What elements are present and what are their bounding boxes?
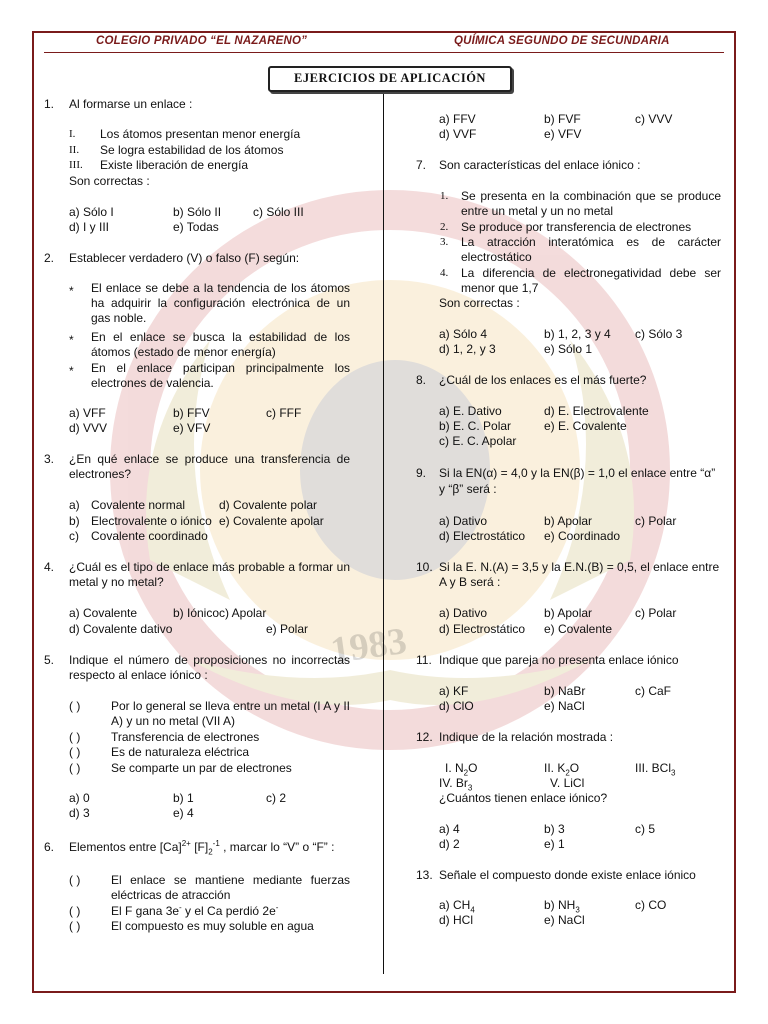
- option: e) NaCl: [544, 699, 585, 713]
- q5-item: Se comparte un par de electrones: [111, 761, 292, 775]
- q7-tail: Son correctas :: [439, 296, 520, 310]
- option: d) I y III: [69, 220, 110, 234]
- option: c) 2: [266, 791, 287, 805]
- q4-stem: ¿Cuál es el tipo de enlace más probable a formar un metal y no metal?: [69, 560, 350, 589]
- q10-number: 10.: [416, 560, 433, 574]
- q2-item: El enlace se debe a la tendencia de los átomos ha adquirir la configuración electrónica de un gas noble.: [91, 281, 350, 325]
- q10-stem: A y B será :: [439, 575, 501, 589]
- q12-number: 12.: [416, 730, 433, 744]
- option: b) 1: [173, 791, 194, 805]
- option-mark: c): [69, 529, 79, 543]
- option: b) FVF: [544, 112, 581, 126]
- q2-stem: Establecer verdadero (V) o falso (F) según:: [69, 251, 300, 265]
- q11-stem: Indique que pareja no presenta enlace iónico: [439, 653, 679, 667]
- option: c) FFF: [266, 406, 302, 420]
- option: d) Electrostático: [439, 529, 526, 543]
- q4-number: 4.: [44, 560, 55, 574]
- answer-blank[interactable]: ( ): [69, 873, 81, 887]
- option: b) FFV: [173, 406, 210, 420]
- option: d) Covalente dativo: [69, 622, 173, 636]
- option: a) Sólo I: [69, 205, 114, 219]
- option: e) 4: [173, 806, 194, 820]
- option: e) NaCl: [544, 913, 585, 927]
- q1-item: Se logra estabilidad de los átomos: [100, 143, 284, 157]
- option: b) Apolar: [544, 606, 593, 620]
- q9-stem: Si la EN(α) = 4,0 y la EN(β) = 1,0 el enlace entre “α”: [439, 466, 716, 480]
- q1-item-mark: II.: [69, 144, 80, 156]
- answer-blank[interactable]: ( ): [69, 745, 81, 759]
- q2-item: En el enlace participan principalmente los electrones de valencia.: [91, 361, 350, 390]
- option: b) 3: [544, 822, 565, 836]
- q7-item: La diferencia de electronegatividad debe ser menor que 1,7: [461, 266, 721, 295]
- q6-item: El compuesto es muy soluble en agua: [111, 919, 314, 933]
- option: c) Sólo 3: [635, 327, 683, 341]
- bullet-icon: *: [69, 364, 74, 378]
- q5-item: Por lo general se lleva entre un metal (I A y II A) y un no metal (VII A): [111, 699, 350, 728]
- q5-item: Transferencia de electrones: [111, 730, 260, 744]
- option: a) KF: [439, 684, 469, 698]
- q3-number: 3.: [44, 452, 55, 466]
- option: c) VVV: [635, 112, 673, 126]
- option: d) Electrostático: [439, 622, 526, 636]
- answer-blank[interactable]: ( ): [69, 904, 81, 918]
- option: c) Sólo III: [253, 205, 304, 219]
- option: e) Covalente apolar: [219, 514, 324, 528]
- option: b) NaBr: [544, 684, 586, 698]
- option: a) Dativo: [439, 606, 488, 620]
- option: d) 2: [439, 837, 460, 851]
- option: c) Polar: [635, 606, 677, 620]
- option: Covalente normal: [91, 498, 186, 512]
- q2-number: 2.: [44, 251, 55, 265]
- answer-blank[interactable]: ( ): [69, 761, 81, 775]
- q1-number: 1.: [44, 97, 55, 111]
- bullet-icon: *: [69, 333, 74, 347]
- q13-stem: Señale el compuesto donde existe enlace iónico: [439, 868, 696, 882]
- option: b) E. C. Polar: [439, 419, 512, 433]
- q5-stem: Indique el número de proposiciones no incorrectas respecto al enlace iónico :: [69, 653, 350, 682]
- q5-number: 5.: [44, 653, 55, 667]
- column-divider: [383, 94, 384, 974]
- option: a) Covalente: [69, 606, 138, 620]
- option: d) VVV: [69, 421, 108, 435]
- q12-compound: III. BCl$_3$: [635, 761, 676, 778]
- option: c) Polar: [635, 514, 677, 528]
- q7-item-mark: 2.: [440, 221, 449, 233]
- option: c) Apolar: [219, 606, 267, 620]
- school-name: COLEGIO PRIVADO “EL NAZARENO”: [96, 35, 308, 47]
- option: a) FFV: [439, 112, 476, 126]
- option: Electrovalente o iónico: [91, 514, 212, 528]
- q12-stem: Indique de la relación mostrada :: [439, 730, 614, 744]
- option: a) Sólo 4: [439, 327, 488, 341]
- option: e) E. Covalente: [544, 419, 627, 433]
- q1-stem: Al formarse un enlace :: [69, 97, 193, 111]
- q7-item: Se presenta en la combinación que se produce entre un metal y un no metal: [461, 189, 721, 218]
- option: c) E. C. Apolar: [439, 434, 517, 448]
- option: e) Coordinado: [544, 529, 621, 543]
- q1-item: Los átomos presentan menor energía: [100, 127, 301, 141]
- option: b) 1, 2, 3 y 4: [544, 327, 611, 341]
- option-mark: a): [69, 498, 80, 512]
- q7-item: La atracción interatómica es de carácter electrostático: [461, 235, 721, 264]
- q12-compound: V. LiCl: [550, 776, 585, 790]
- option: d) ClO: [439, 699, 474, 713]
- q7-item-mark: 1.: [440, 190, 449, 202]
- option: e) VFV: [544, 127, 582, 141]
- q13-number: 13.: [416, 868, 433, 882]
- q2-item: En el enlace se busca la estabilidad de los átomos (estado de menor energía): [91, 330, 350, 359]
- option: d) Covalente polar: [219, 498, 318, 512]
- option: Covalente coordinado: [91, 529, 208, 543]
- option: a) 4: [439, 822, 460, 836]
- q9-number: 9.: [416, 466, 427, 480]
- option-mark: b): [69, 514, 80, 528]
- option: c) 5: [635, 822, 656, 836]
- q12-compound: II. $K_2O$: [544, 761, 580, 778]
- option: d) 3: [69, 806, 90, 820]
- q12-compound: IV. $Br_3$: [439, 776, 473, 793]
- course-name: QUÍMICA SEGUNDO DE SECUNDARIA: [454, 35, 670, 47]
- q12-compound: I. $N_2O$: [445, 761, 478, 778]
- bullet-icon: *: [69, 284, 74, 298]
- q6-number: 6.: [44, 840, 55, 854]
- q1-item-mark: III.: [69, 159, 83, 171]
- q9-stem: y “β” será :: [439, 482, 497, 496]
- q5-item: Es de naturaleza eléctrica: [111, 745, 250, 759]
- q12-tail: ¿Cuántos tienen enlace iónico?: [439, 791, 608, 805]
- q8-stem: ¿Cuál de los enlaces es el más fuerte?: [439, 373, 647, 387]
- option: d) VVF: [439, 127, 477, 141]
- answer-blank[interactable]: ( ): [69, 919, 81, 933]
- option: a) E. Dativo: [439, 404, 502, 418]
- option: e) 1: [544, 837, 565, 851]
- q7-stem: Son características del enlace iónico :: [439, 158, 641, 172]
- option: c) CO: [635, 898, 667, 912]
- option: d) E. Electrovalente: [544, 404, 649, 418]
- option: e) Covalente: [544, 622, 613, 636]
- q11-number: 11.: [416, 653, 432, 667]
- q7-item: Se produce por transferencia de electrones: [461, 220, 692, 234]
- q1-tail: Son correctas :: [69, 174, 150, 188]
- q7-number: 7.: [416, 158, 427, 172]
- option: e) VFV: [173, 421, 211, 435]
- q1-item-mark: I.: [69, 128, 76, 140]
- option: e) Polar: [266, 622, 309, 636]
- option: a) Dativo: [439, 514, 488, 528]
- option: d) 1, 2, y 3: [439, 342, 496, 356]
- q1-item: Existe liberación de energía: [100, 158, 249, 172]
- option: b) Iónico: [173, 606, 220, 620]
- option: e) Sólo 1: [544, 342, 593, 356]
- option: a) 0: [69, 791, 90, 805]
- option: d) HCl: [439, 913, 474, 927]
- option: b) $NH_3$: [544, 898, 580, 915]
- header-rule: [44, 52, 724, 53]
- answer-blank[interactable]: ( ): [69, 699, 81, 713]
- option: b) Sólo II: [173, 205, 222, 219]
- option: e) Todas: [173, 220, 219, 234]
- option: a) VFF: [69, 406, 106, 420]
- answer-blank[interactable]: ( ): [69, 730, 81, 744]
- page-title: EJERCICIOS DE APLICACIÓN: [268, 66, 512, 92]
- watermark-year: 1983: [328, 619, 410, 673]
- q10-stem: Si la E. N.(A) = 3,5 y la E.N.(B) = 0,5, el enlace entre: [439, 560, 720, 574]
- option: c) CaF: [635, 684, 671, 698]
- q7-item-mark: 4.: [440, 267, 449, 279]
- option: b) Apolar: [544, 514, 593, 528]
- q6-item: El enlace se mantiene mediante fuerzas eléctricas de atracción: [111, 873, 350, 902]
- q6-item: El F gana 3e- y el Ca perdió 2e-: [111, 903, 279, 918]
- q7-item-mark: 3.: [440, 236, 449, 248]
- q6-stem: Elementos entre $[Ca]^{2+}$ $[F]_2^{-1}$ , marcar lo “V” o “F” :: [69, 839, 335, 857]
- q8-number: 8.: [416, 373, 427, 387]
- q3-stem: ¿En qué enlace se produce una transferencia de electrones?: [69, 452, 350, 481]
- option: a) $CH_4$: [439, 898, 475, 915]
